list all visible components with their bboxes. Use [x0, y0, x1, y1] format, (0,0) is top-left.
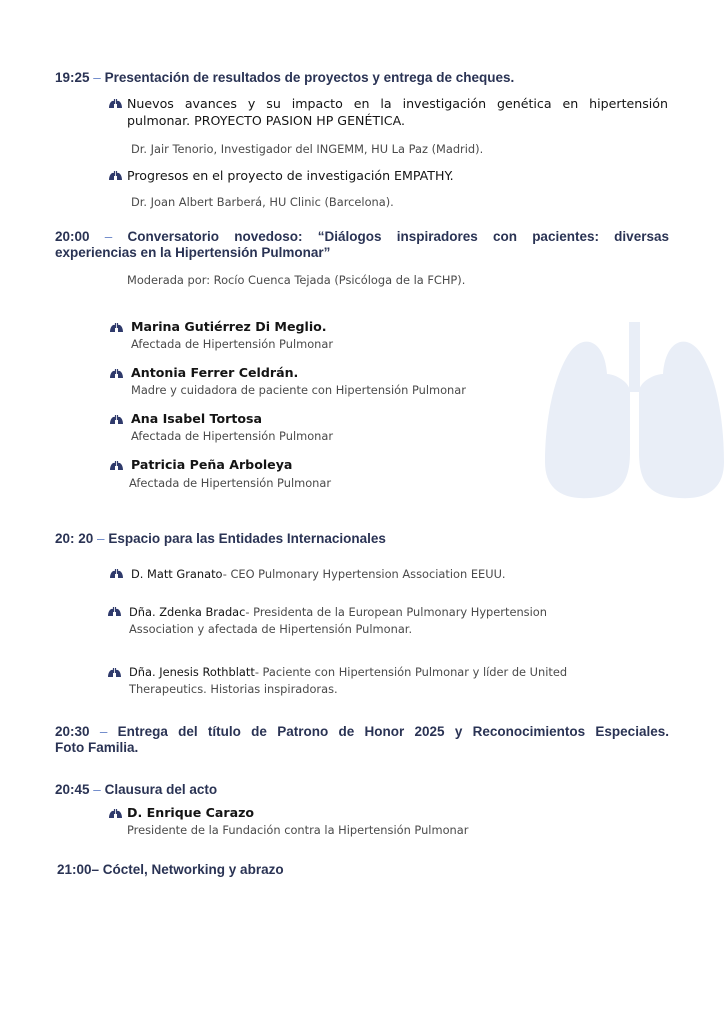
panelist-2-name: Antonia Ferrer Celdrán. — [131, 365, 299, 380]
panelist-3-name: Ana Isabel Tortosa — [131, 411, 262, 426]
project-1-title-line-2: pulmonar. PROYECTO PASION HP GENÉTICA. — [127, 113, 406, 128]
project-1-speaker: Dr. Jair Tenorio, Investigador del INGEMM, HU La Paz (Madrid). — [131, 142, 484, 156]
section-3-dash: – — [97, 531, 105, 546]
lungs-icon — [110, 568, 123, 579]
lungs-icon — [110, 322, 123, 333]
section-5-heading — [55, 782, 217, 798]
project-1-title-line-1: Nuevos avances y su impacto en la investigación genética en hipertensión — [127, 96, 668, 111]
lungs-icon — [108, 667, 121, 678]
project-1-title — [127, 95, 668, 129]
panelist-4-name: Patricia Peña Arboleya — [131, 457, 293, 472]
section-2-time: 20:00 — [55, 229, 90, 244]
entity-2 — [129, 604, 547, 638]
section-2-heading — [55, 229, 669, 261]
section-5-time: 20:45 — [55, 782, 90, 797]
section-5-title: Clausura del acto — [104, 782, 218, 797]
project-2-speaker: Dr. Joan Albert Barberá, HU Clinic (Barcelona). — [131, 195, 394, 209]
lungs-icon — [110, 368, 123, 379]
entity-1-desc: - CEO Pulmonary Hypertension Association EEUU. — [222, 567, 506, 581]
panelist-4-role: Afectada de Hipertensión Pulmonar — [129, 476, 332, 490]
section-4-title-line-2: Foto Familia. — [55, 740, 139, 755]
section-5-dash: – — [93, 782, 101, 797]
panelist-3-role: Afectada de Hipertensión Pulmonar — [131, 429, 334, 443]
entity-3-desc-line-1: - Paciente con Hipertensión Pulmonar y líder de United — [254, 665, 568, 679]
section-4-heading — [55, 724, 669, 756]
closing-speaker-name: D. Enrique Carazo — [127, 805, 255, 820]
lungs-icon — [108, 606, 121, 617]
section-2-title-line-2: experiencias en la Hipertensión Pulmonar” — [55, 245, 331, 260]
panelist-2-role: Madre y cuidadora de paciente con Hipertensión Pulmonar — [131, 383, 466, 397]
panelist-1-role: Afectada de Hipertensión Pulmonar — [131, 337, 334, 351]
entity-3 — [129, 664, 567, 698]
entity-3-name: Dña. Jenesis Rothblatt — [129, 665, 255, 679]
section-6-heading: 21:00– Cóctel, Networking y abrazo — [57, 862, 284, 877]
section-2-dash: – — [104, 229, 113, 244]
entity-2-name: Dña. Zdenka Bradac — [129, 605, 246, 619]
closing-speaker-role: Presidente de la Fundación contra la Hipertensión Pulmonar — [127, 823, 469, 837]
entity-1 — [131, 566, 506, 583]
section-3-time: 20: 20 — [55, 531, 94, 546]
project-2-title: Progresos en el proyecto de investigación EMPATHY. — [127, 168, 454, 183]
lungs-icon — [110, 414, 123, 425]
section-2-title-line-1: Conversatorio novedoso: “Diálogos inspiradores con pacientes: diversas — [127, 229, 669, 244]
lungs-icon — [109, 808, 122, 819]
section-4-dash: – — [99, 724, 108, 739]
section-3-title: Espacio para las Entidades Internacionales — [108, 531, 386, 546]
section-4-title-line-1: Entrega del título de Patrono de Honor 2025 y Reconocimientos Especiales. — [117, 724, 669, 739]
lungs-icon — [110, 460, 123, 471]
lungs-icon — [109, 98, 122, 109]
section-1-dash: – — [93, 70, 101, 85]
section-3-heading — [55, 531, 386, 547]
section-4-time: 20:30 — [55, 724, 90, 739]
entity-2-desc-line-1: - Presidenta de la European Pulmonary Hypertension — [245, 605, 547, 619]
lungs-icon — [109, 170, 122, 181]
section-1-title: Presentación de resultados de proyectos y entrega de cheques. — [104, 70, 515, 85]
entity-2-desc-line-2: Association y afectada de Hipertensión Pulmonar. — [129, 622, 413, 636]
moderator: Moderada por: Rocío Cuenca Tejada (Psicóloga de la FCHP). — [127, 273, 466, 287]
section-1-time: 19:25 — [55, 70, 90, 85]
entity-1-name: D. Matt Granato — [131, 567, 223, 581]
panelist-1-name: Marina Gutiérrez Di Meglio. — [131, 319, 327, 334]
entity-3-desc-line-2: Therapeutics. Historias inspiradoras. — [129, 682, 338, 696]
lungs-watermark — [545, 322, 724, 500]
